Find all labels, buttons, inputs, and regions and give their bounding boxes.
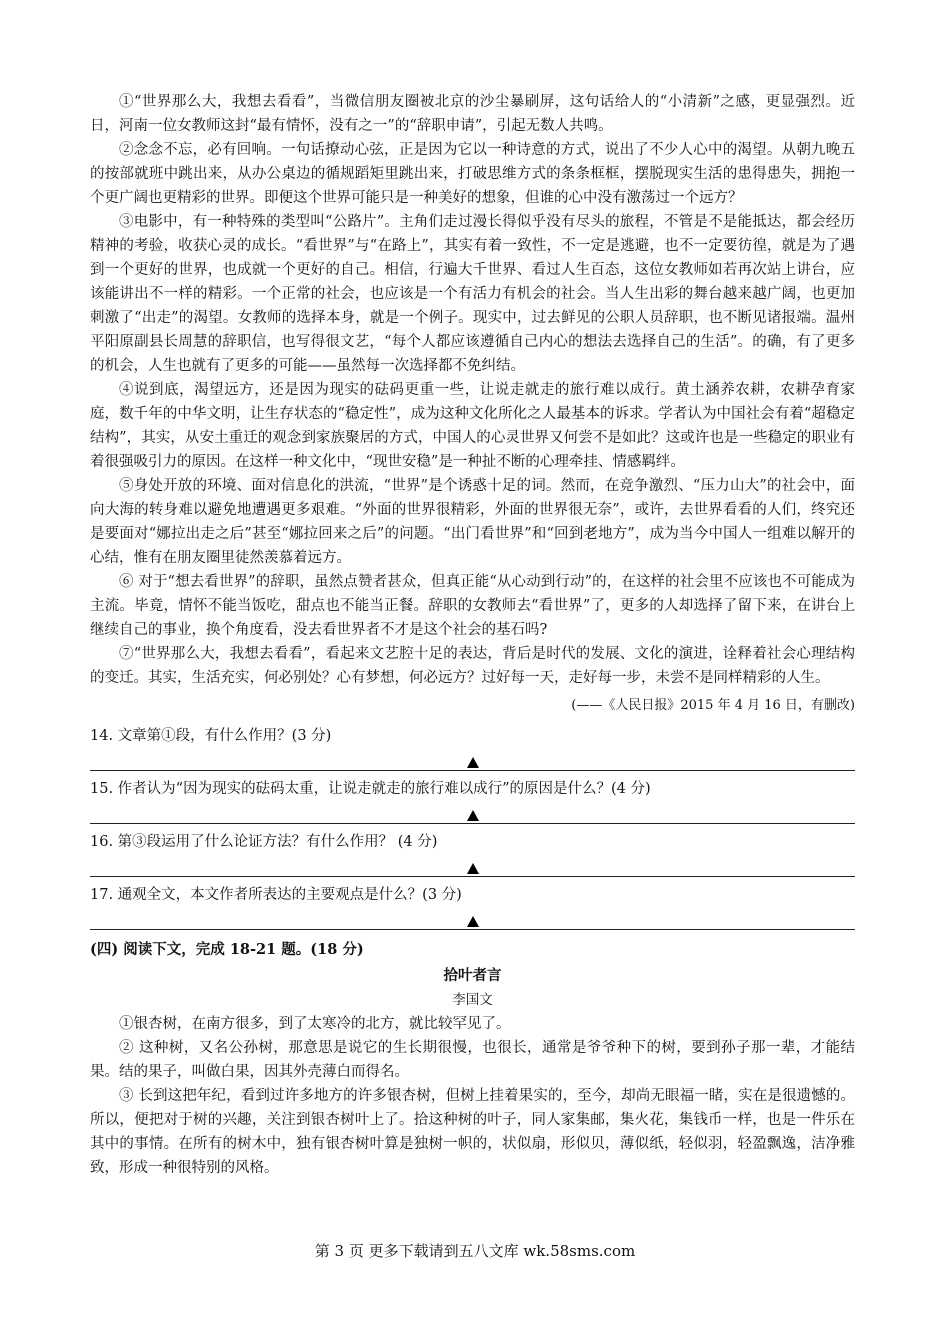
section-heading: (四) 阅读下文，完成 18-21 题。(18 分) [90, 941, 364, 958]
question-15: 15. 作者认为“因为现实的砝码太重，让说走就走的旅行难以成行”的原因是什么？(4 分) [90, 781, 651, 797]
triangle-marker-icon [467, 916, 479, 927]
article-title: 拾叶者言 [443, 967, 502, 984]
paragraph-6: ⑥ 对于“想去看世界”的辞职，虽然点赞者甚众，但真正能“从心动到行动”的，在这样的社会里不应该也不可能成为主流。毕竟，情怀不能当饭吃，甜点也不能当正餐。辞职的女教师去“看世界”了，更多的人却选择了留下来，在讲台上继续自己的事业，换个角度看，没去看世界者不才是这个社会的基石吗? [90, 574, 855, 638]
answer-line-17[interactable] [90, 907, 855, 930]
question-14: 14. 文章第①段，有什么作用？(3 分) [90, 728, 332, 744]
triangle-marker-icon [467, 757, 479, 768]
article-author: 李国文 [452, 992, 493, 1008]
question-16: 16. 第③段运用了什么论证方法？有什么作用？ (4 分) [90, 834, 438, 850]
paragraph-3: ③电影中，有一种特殊的类型叫“公路片”。主角们走过漫长得似乎没有尽头的旅程，不管是不是能抵达，都会经历精神的考验，收获心灵的成长。“看世界”与“在路上”，其实有着一致性，不一定是逃避，也不一定要彷徨，就是为了遇到一个更好的世界，也成就一个更好的自己。相信，行遍大千世界、看过人生百态，这位女教师如若再次站上讲台，应该能讲出不一样的精彩。一个正常的社会，也应该是一个有活力有机会的社会。当人生出彩的舞台越来越广阔，也更加刺激了“出走”的渴望。女教师的选择本身，就是一个例子。现实中，过去鲜见的公职人员辞职，也不断见诸报端。温州平阳原副县长周慧的辞职信，也写得很文艺，“每个人都应该遵循自己内心的想法去选择自己的生活”。的确，有了更多的机会，人生也就有了更多的可能——虽然每一次选择都不免纠结。 [90, 214, 855, 374]
page-content [90, 90, 855, 1180]
triangle-marker-icon [467, 810, 479, 821]
paragraph-b1: ①银杏树，在南方很多，到了太寒冷的北方，就比较罕见了。 [119, 1016, 511, 1032]
paragraph-2: ②念念不忘，必有回响。一句话撩动心弦，正是因为它以一种诗意的方式，说出了不少人心中的渴望。从朝九晚五的按部就班中跳出来，从办公桌边的循规蹈矩里跳出来，打破思维方式的条条框框，摆脱现实生活的患得患失，拥抱一个更广阔也更精彩的世界。即便这个世界可能只是一种美好的想象，但谁的心中没有激荡过一个远方？ [90, 142, 855, 206]
answer-line-15[interactable] [90, 801, 855, 824]
answer-line-16[interactable] [90, 854, 855, 877]
paragraph-4: ④说到底，渴望远方，还是因为现实的砝码更重一些，让说走就走的旅行难以成行。黄土涵养农耕，农耕孕育家庭，数千年的中华文明，让生存状态的“稳定性”，成为这种文化所化之人最基本的诉求。学者认为中国社会有着“超稳定结构”，其实，从安土重迁的观念到家族聚居的方式，中国人的心灵世界又何尝不是如此？这或许也是一些稳定的职业有着很强吸引力的原因。在这样一种文化中，“现世安稳”是一种扯不断的心理牵挂、情感羁绊。 [90, 382, 855, 470]
paragraph-1: ①“世界那么大，我想去看看”，当微信朋友圈被北京的沙尘暴刷屏，这句话给人的“小清新”之感，更显强烈。近日，河南一位女教师这封“最有情怀，没有之一”的“辞职申请”，引起无数人共鸣。 [90, 94, 855, 134]
article-source: (——《人民日报》2015 年 4 月 16 日，有删改) [571, 698, 855, 713]
answer-line-14[interactable] [90, 748, 855, 771]
page-footer: 第 3 页 更多下载请到五八文库 wk.58sms.com [314, 1242, 636, 1260]
paragraph-b3: ③ 长到这把年纪，看到过许多地方的许多银杏树，但树上挂着果实的，至今，却尚无眼福一睹，实在是很遗憾的。所以，便把对于树的兴趣，关注到银杏树叶上了。拾这种树的叶子，同人家集邮，集火花，集钱币一样，也是一件乐在其中的事情。在所有的树木中，独有银杏树叶算是独树一帜的，状似扇，形似贝，薄似纸，轻似羽，轻盈飘逸，洁净雅致，形成一种很特别的风格。 [90, 1088, 855, 1176]
paragraph-5: ⑤身处开放的环境、面对信息化的洪流，“世界”是个诱惑十足的词。然而，在竞争激烈、“压力山大”的社会中，面向大海的转身难以避免地遭遇更多艰难。“外面的世界很精彩，外面的世界很无奈”，或许，去世界看看的人们，终究还是要面对“娜拉出走之后”甚至“娜拉回来之后”的问题。“出门看世界”和“回到老地方”，成为当今中国人一组难以解开的心结，惟有在朋友圈里徒然羡慕着远方。 [90, 478, 855, 566]
question-17: 17. 通观全文，本文作者所表达的主要观点是什么？(3 分) [90, 887, 462, 903]
paragraph-b2: ② 这种树，又名公孙树，那意思是说它的生长期很慢，也很长，通常是爷爷种下的树，要到孙子那一辈，才能结果。结的果子，叫做白果，因其外壳薄白而得名。 [90, 1040, 855, 1080]
triangle-marker-icon [467, 863, 479, 874]
paragraph-7: ⑦“世界那么大，我想去看看”，看起来文艺腔十足的表达，背后是时代的发展、文化的演进，诠释着社会心理结构的变迁。其实，生活充实，何必别处？心有梦想，何必远方？过好每一天，走好每一步，未尝不是同样精彩的人生。 [90, 646, 855, 686]
